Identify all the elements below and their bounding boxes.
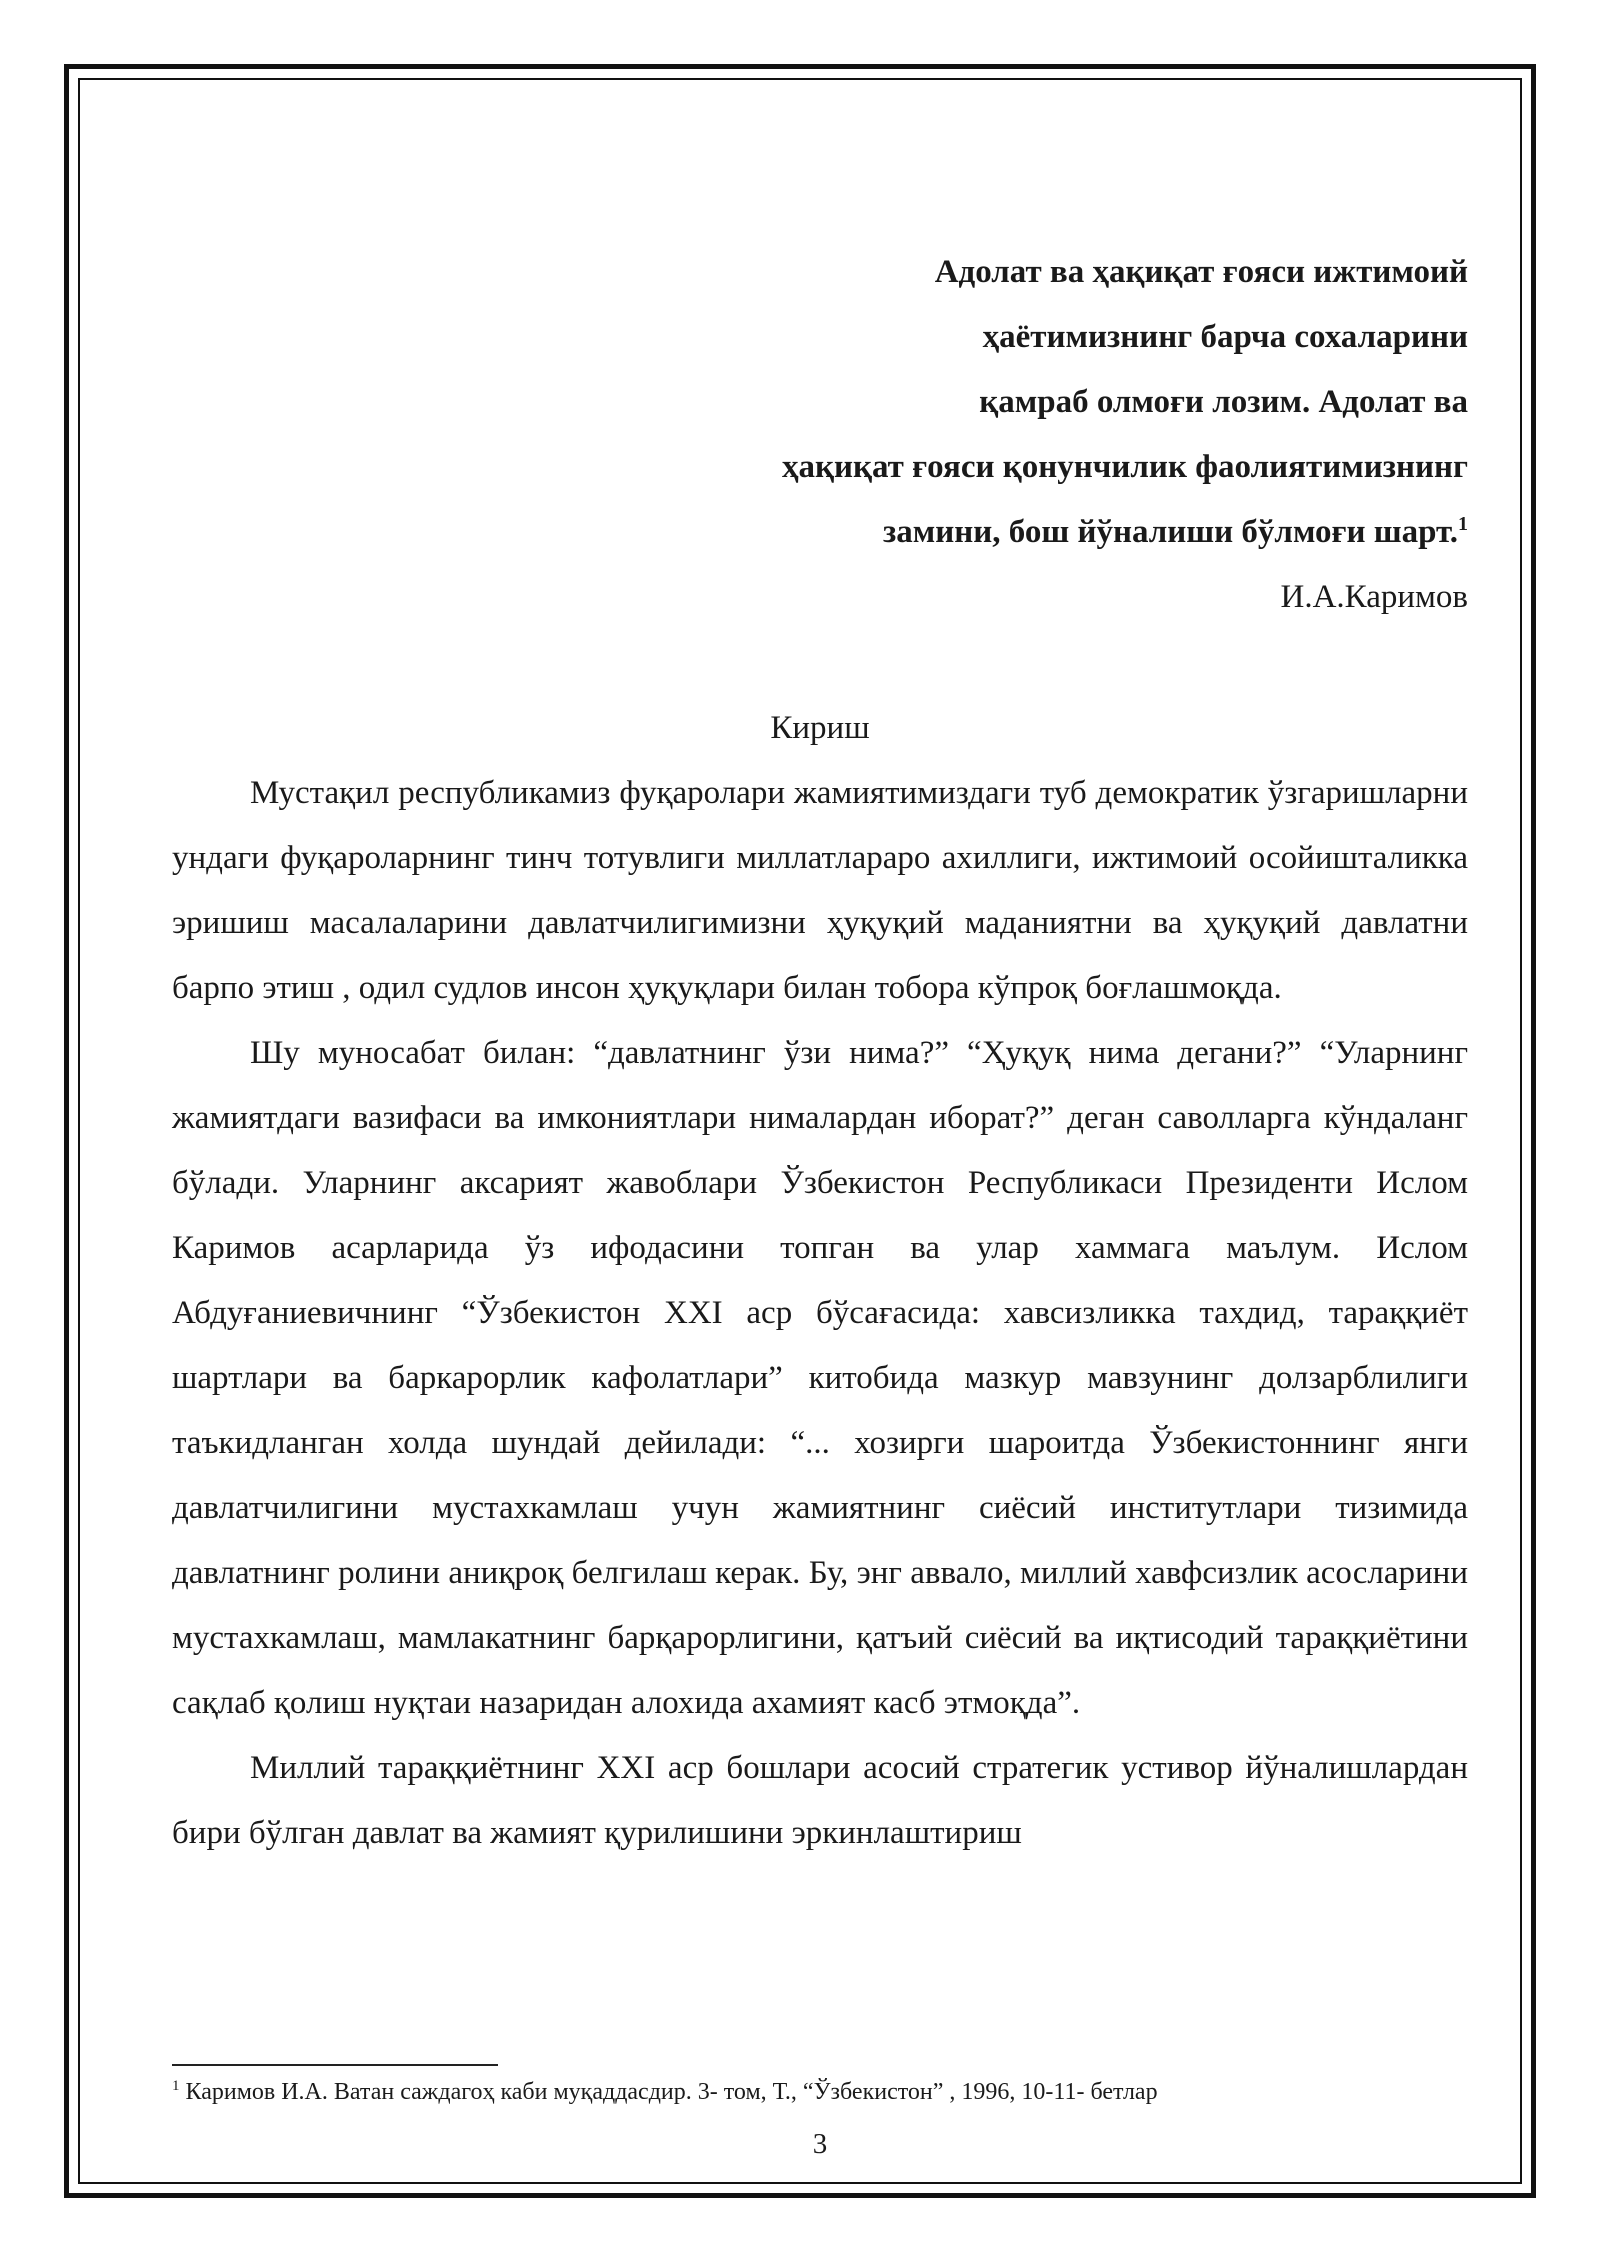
paragraph: Шу муносабат билан: “давлатнинг ўзи нима?” “Ҳуқуқ нима дегани?” “Уларнинг жамиятдаги вазифаси ва имкониятлари нималардан иборат?” деган саволларга кўндаланг бўлади. Уларнинг аксарият жавоблари Ўзбекистон Республикаси Президенти Ислом Каримов асарларида ўз ифодасини топган ва улар хаммага маълум. Ислом Абдуғаниевичнинг “Ўзбекистон XXI аср бўсағасида: хавсизликка тахдид, тараққиёт шартлари ва баркарорлик кафолатлари” китобида мазкур мавзунинг долзарблилиги таъкидланган холда шундай дейилади: “... хозирги шароитда Ўзбекистоннинг янги давлатчилигини мустахкамлаш учун жамиятнинг сиёсий институтлари тизимида давлатнинг ролини аниқроқ белгилаш керак. Бу, энг аввало, миллий хавфсизлик асосларини мустахкамлаш, мамлакатнинг барқарорлигини, қатъий сиёсий ва иқтисодий тараққиётини сақлаб қолиш нуқтаи назаридан алохида ахамият касб этмоқда”. bbox=[172, 1035, 1468, 1721]
epigraph-line: ҳаётимизнинг барча сохаларини bbox=[982, 319, 1468, 355]
epigraph-author: И.А.Каримов bbox=[1280, 579, 1468, 615]
footnote-reference[interactable]: 1 bbox=[1458, 513, 1468, 535]
epigraph bbox=[172, 240, 1468, 565]
epigraph-line-text: замини, бош йўналиши бўлмоғи шарт. bbox=[883, 514, 1458, 550]
footnote bbox=[172, 2076, 1468, 2108]
footnote-text: Каримов И.А. Ватан саждагоҳ каби муқаддасдир. 3- том, Т., “Ўзбекистон” , 1996, 10-11- бетлар bbox=[185, 2079, 1158, 2105]
epigraph-line: ҳақиқат ғояси қонунчилик фаолиятимизнинг bbox=[781, 449, 1468, 485]
paragraph: Мустақил республикамиз фуқаролари жамиятимиздаги туб демократик ўзгаришларни ундаги фуқароларнинг тинч тотувлиги миллатлараро ахиллиги, ижтимоий осойишталикка эришиш масалаларини давлатчилигимизни ҳуқуқий маданиятни ва ҳуқуқий давлатни барпо этиш , одил судлов инсон ҳуқуқлари билан тобора кўпроқ боғлашмоқда. bbox=[172, 775, 1468, 1006]
epigraph-line-last bbox=[172, 500, 1468, 565]
epigraph-line: қамраб олмоғи лозим. Адолат ва bbox=[979, 384, 1468, 420]
section-heading: Кириш bbox=[770, 710, 870, 746]
epigraph-line: Адолат ва ҳақиқат ғояси ижтимоий bbox=[934, 254, 1468, 290]
footnote-separator bbox=[172, 2064, 498, 2066]
document-body bbox=[172, 240, 1468, 1866]
page-number: 3 bbox=[812, 2128, 828, 2160]
paragraph: Миллий тараққиётнинг XXI аср бошлари асосий стратегик устивор йўналишлардан бири бўлган давлат ва жамият қурилишини эркинлаштириш bbox=[172, 1750, 1468, 1851]
footnote-mark: 1 bbox=[172, 2078, 180, 2094]
